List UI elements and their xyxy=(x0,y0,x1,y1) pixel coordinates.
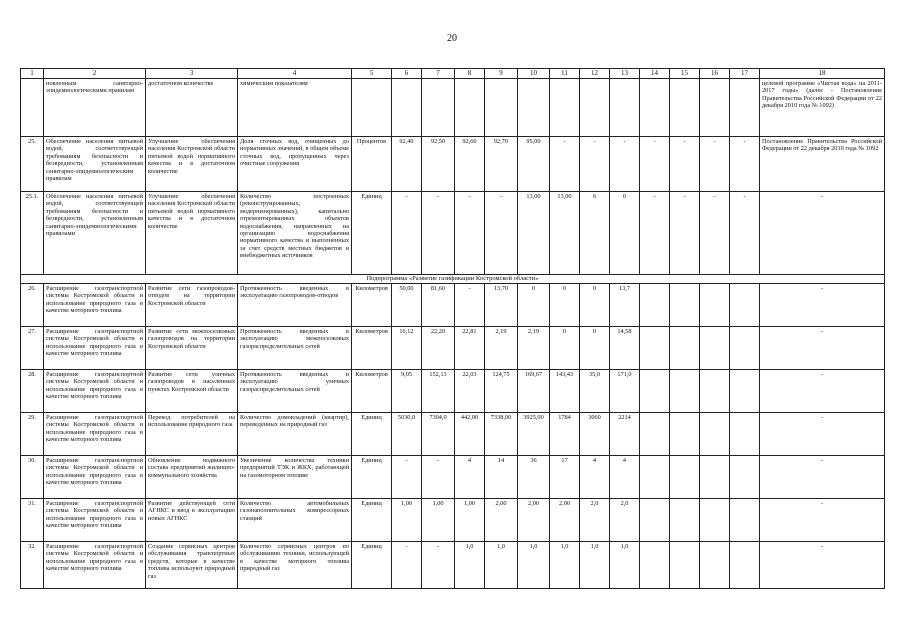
column-number-header: 17 xyxy=(730,69,760,79)
table-cell xyxy=(640,456,670,499)
table-cell: 169,67 xyxy=(518,370,550,413)
table-cell: 26. xyxy=(21,284,44,327)
table-cell: - xyxy=(392,542,422,589)
table-cell: 1,00 xyxy=(422,499,455,542)
column-number-header: 3 xyxy=(146,69,238,79)
table-row xyxy=(21,456,885,499)
table-cell xyxy=(640,542,670,589)
table-row xyxy=(21,499,885,542)
table-cell xyxy=(485,79,518,137)
table-row xyxy=(21,542,885,589)
table-cell: - xyxy=(455,284,485,327)
column-number-header: 7 xyxy=(422,69,455,79)
column-number-header: 5 xyxy=(352,69,392,79)
table-cell: Количество домовладений (квартир), переведенных на природный газ xyxy=(238,413,352,456)
table-cell: 5030,0 xyxy=(392,413,422,456)
table-cell: - xyxy=(760,542,885,589)
column-number-header: 9 xyxy=(485,69,518,79)
table-cell xyxy=(700,79,730,137)
column-number-header: 18 xyxy=(760,69,885,79)
table-cell: 81,60 xyxy=(422,284,455,327)
table-cell: 32. xyxy=(21,542,44,589)
table-cell: 22,81 xyxy=(455,327,485,370)
table-cell: - xyxy=(760,413,885,456)
column-number-header: 14 xyxy=(640,69,670,79)
table-cell: 0 xyxy=(610,192,640,275)
table-cell xyxy=(730,370,760,413)
table-cell xyxy=(550,79,580,137)
table-cell: 30. xyxy=(21,456,44,499)
header-row xyxy=(21,69,885,79)
column-number-header: 8 xyxy=(455,69,485,79)
table-cell: - xyxy=(760,456,885,499)
table-cell: Единиц xyxy=(352,413,392,456)
table-cell: Расширение газотранспортной системы Костромской области и использование природного газа в качестве моторного топлива xyxy=(44,542,146,589)
column-number-header: 12 xyxy=(580,69,610,79)
table-cell: - xyxy=(455,192,485,275)
table-cell: 13,00 xyxy=(518,192,550,275)
table-cell: Создание сервисных центров обслуживания транспортных средств, которые в качестве топлива используют природный газ xyxy=(146,542,238,589)
table-cell: 14 xyxy=(485,456,518,499)
table-cell: 1,0 xyxy=(580,542,610,589)
table-cell xyxy=(730,413,760,456)
table-cell: 1,00 xyxy=(392,499,422,542)
table-cell: 36 xyxy=(518,456,550,499)
table-cell: новленным санитарно-эпидемиологическими правилам xyxy=(44,79,146,137)
table-cell: Увеличение количества техники предприятий ТЭК и ЖКХ, работающей на газомоторном топливе xyxy=(238,456,352,499)
table-cell: Расширение газотранспортной системы Костромской области и использование природного газа в качестве моторного топлива xyxy=(44,370,146,413)
table-cell xyxy=(422,79,455,137)
table-cell: Расширение газотранспортной системы Костромской области и использование природного газа в качестве моторного топлива xyxy=(44,413,146,456)
table-cell: - xyxy=(392,192,422,275)
table-cell: 1,00 xyxy=(455,499,485,542)
table-row xyxy=(21,327,885,370)
table-cell: - xyxy=(760,284,885,327)
table-cell: Единиц xyxy=(352,499,392,542)
table-cell: 3060 xyxy=(580,413,610,456)
table-cell: 22,20 xyxy=(422,327,455,370)
column-number-header: 2 xyxy=(44,69,146,79)
table-cell: 1,0 xyxy=(455,542,485,589)
table-cell: Протяженность введенных в эксплуатацию уличных газораспределительных сетей xyxy=(238,370,352,413)
table-cell: 13,70 xyxy=(485,284,518,327)
table-cell xyxy=(730,327,760,370)
table-cell: Улучшение обеспечения населения Костромской области питьевой водой нормативного качества и в достаточном количестве xyxy=(146,137,238,192)
table-cell: - xyxy=(640,137,670,192)
table-cell: 4 xyxy=(610,456,640,499)
table-cell: 442,00 xyxy=(455,413,485,456)
table-cell: 92,50 xyxy=(422,137,455,192)
table-cell: - xyxy=(760,370,885,413)
table-cell: 3925,00 xyxy=(518,413,550,456)
table-cell: 2,00 xyxy=(485,499,518,542)
table-cell: - xyxy=(610,137,640,192)
table-cell xyxy=(640,284,670,327)
table-cell: - xyxy=(760,192,885,275)
table-cell xyxy=(640,327,670,370)
table-cell: 1784 xyxy=(550,413,580,456)
table-cell: Единиц xyxy=(352,192,392,275)
table-cell: - xyxy=(550,137,580,192)
table-cell: Расширение газотранспортной системы Костромской области и использование природного газа в качестве моторного топлива xyxy=(44,284,146,327)
table-cell xyxy=(700,499,730,542)
table-cell: Развитие сети уличных газопроводов в населенных пунктах Костромской области xyxy=(146,370,238,413)
table-cell: Протяженность введенных в эксплуатацию газопроводов-отводов xyxy=(238,284,352,327)
table-cell: 13,7 xyxy=(610,284,640,327)
column-number-header: 6 xyxy=(392,69,422,79)
table-row xyxy=(21,284,885,327)
table-cell: Развитие сети газопроводов-отводов на территории Костромской области xyxy=(146,284,238,327)
table-cell: - xyxy=(730,192,760,275)
table-cell: 124,75 xyxy=(485,370,518,413)
table-cell: 25. xyxy=(21,137,44,192)
table-cell: Протяженность введенных в эксплуатацию межпоселковых газораспределительных сетей xyxy=(238,327,352,370)
table-cell xyxy=(670,284,700,327)
table-row xyxy=(21,79,885,137)
table-cell: Процентов xyxy=(352,137,392,192)
column-number-header: 11 xyxy=(550,69,580,79)
table-cell: 92,70 xyxy=(485,137,518,192)
table-cell: - xyxy=(700,192,730,275)
table-cell xyxy=(730,456,760,499)
table-cell xyxy=(580,79,610,137)
table-cell: Обеспечение населения питьевой водой, соответствующей требованиям безопасности и безвредности, установленным санитарно-эпидемиологическим правилам xyxy=(44,137,146,192)
table-cell xyxy=(670,370,700,413)
table-cell: достаточном количестве xyxy=(146,79,238,137)
table-cell xyxy=(640,370,670,413)
table-cell xyxy=(610,79,640,137)
table-cell: 28. xyxy=(21,370,44,413)
table-cell xyxy=(670,499,700,542)
table-cell: - xyxy=(670,137,700,192)
table-cell: Количество автомобильных газонаполнительных компрессорных станций xyxy=(238,499,352,542)
table-cell xyxy=(670,542,700,589)
table-cell: 2,19 xyxy=(518,327,550,370)
table-cell: 2,19 xyxy=(485,327,518,370)
table-cell: Километров xyxy=(352,327,392,370)
table-cell: 22,03 xyxy=(455,370,485,413)
table-cell: 2214 xyxy=(610,413,640,456)
page-number: 20 xyxy=(447,33,457,44)
table-cell xyxy=(352,79,392,137)
table-cell: 4 xyxy=(580,456,610,499)
table-cell: 6 xyxy=(580,192,610,275)
table-cell: - xyxy=(422,456,455,499)
table-cell xyxy=(640,79,670,137)
table-cell: 95,00 xyxy=(518,137,550,192)
table-cell: 0 xyxy=(550,284,580,327)
table-cell xyxy=(730,79,760,137)
table-cell: 2,00 xyxy=(518,499,550,542)
table-cell: - xyxy=(580,137,610,192)
table-cell: 50,00 xyxy=(392,284,422,327)
table-row xyxy=(21,192,885,275)
table-cell: Доля сточных вод, очищенных до нормативных значений, в общем объеме сточных вод, пропущенных через очистные сооружения xyxy=(238,137,352,192)
table-cell: химическим показателям xyxy=(238,79,352,137)
column-number-header: 4 xyxy=(238,69,352,79)
table-cell xyxy=(730,284,760,327)
subprogram-title: Подпрограмма «Развитие газификации Костромской области» xyxy=(21,275,885,284)
table-cell: - xyxy=(760,327,885,370)
table-cell: 29. xyxy=(21,413,44,456)
table-cell: 31. xyxy=(21,499,44,542)
table-cell: Расширение газотранспортной системы Костромской области и использование природного газа в качестве моторного топлива xyxy=(44,327,146,370)
table-cell: 0 xyxy=(580,284,610,327)
table-cell: 1,0 xyxy=(518,542,550,589)
subprogram-header-row xyxy=(21,275,885,284)
table-cell: 16,12 xyxy=(392,327,422,370)
table-cell: Километров xyxy=(352,284,392,327)
table-cell xyxy=(518,79,550,137)
table-cell: 25.1. xyxy=(21,192,44,275)
table-cell: Количество сервисных центров по обслуживанию техники, использующей в качестве моторного топлива природный газ xyxy=(238,542,352,589)
column-number-header: 10 xyxy=(518,69,550,79)
table-cell xyxy=(700,284,730,327)
column-number-header: 16 xyxy=(700,69,730,79)
table-cell xyxy=(670,456,700,499)
table-cell: Количество построенных (реконструированных, модернизированных), капитально отремонтированных объектов водоснабжения, направленных на организацию водоснабжения нормативного качества и выполненных за счет средств местных бюджетов и внебюджетных источников xyxy=(238,192,352,275)
table-cell: 9,05 xyxy=(392,370,422,413)
table-cell: Развитие сети межпоселковых газопроводов на территории Костромской области xyxy=(146,327,238,370)
table-cell: 2,0 xyxy=(580,499,610,542)
table-cell: 7304,0 xyxy=(422,413,455,456)
table-cell: 143,43 xyxy=(550,370,580,413)
table-cell: 35,0 xyxy=(580,370,610,413)
table-cell: Расширение газотранспортной системы Костромской области и использование природного газа в качестве моторного топлива xyxy=(44,456,146,499)
table-cell: 0 xyxy=(550,327,580,370)
table-cell: Километров xyxy=(352,370,392,413)
table-row xyxy=(21,137,885,192)
table-cell: - xyxy=(422,192,455,275)
table-cell: - xyxy=(640,192,670,275)
table-cell: 1,0 xyxy=(550,542,580,589)
table-cell xyxy=(455,79,485,137)
table-cell: 17 xyxy=(550,456,580,499)
column-number-header: 13 xyxy=(610,69,640,79)
table-cell: Единиц xyxy=(352,456,392,499)
table-cell: 0 xyxy=(518,284,550,327)
table-cell: Развитие действующей сети АГНКС и ввод в эксплуатацию новых АГНКС xyxy=(146,499,238,542)
table-cell xyxy=(392,79,422,137)
table-cell: 92,40 xyxy=(392,137,422,192)
table-cell xyxy=(700,413,730,456)
table-cell: 2,00 xyxy=(550,499,580,542)
table-cell: целевой программе «Чистая вода» на 2011-2017 годы» (далее - Постановление Правительства Российской Федерации от 22 декабря 2010 года № 1092) xyxy=(760,79,885,137)
indicators-table xyxy=(20,68,885,589)
table-cell: - xyxy=(730,137,760,192)
table-cell: Обновление подвижного состава предприятий жилищно-коммунального хозяйства xyxy=(146,456,238,499)
table-cell: 27. xyxy=(21,327,44,370)
table-cell xyxy=(640,413,670,456)
table-cell xyxy=(640,499,670,542)
table-row xyxy=(21,413,885,456)
table-cell xyxy=(700,327,730,370)
table-cell: 152,13 xyxy=(422,370,455,413)
column-number-header: 15 xyxy=(670,69,700,79)
table-cell xyxy=(670,327,700,370)
table-cell xyxy=(670,413,700,456)
table-cell: 171,0 xyxy=(610,370,640,413)
table-cell xyxy=(730,499,760,542)
table-cell: - xyxy=(670,192,700,275)
table-cell: - xyxy=(392,456,422,499)
table-cell: - xyxy=(700,137,730,192)
table-cell xyxy=(700,370,730,413)
table-cell xyxy=(670,79,700,137)
table-cell: Единиц xyxy=(352,542,392,589)
table-cell: 14,58 xyxy=(610,327,640,370)
table-cell: Расширение газотранспортной системы Костромской области и использование природного газа в качестве моторного топлива xyxy=(44,499,146,542)
table-cell xyxy=(730,542,760,589)
table-cell: 7338,00 xyxy=(485,413,518,456)
table-cell: Постановление Правительства Российской Федерации от 22 декабря 2010 года № 1092 xyxy=(760,137,885,192)
table-cell: - xyxy=(485,192,518,275)
table-cell: 2,0 xyxy=(610,499,640,542)
table-cell: - xyxy=(422,542,455,589)
table-cell xyxy=(700,456,730,499)
column-number-header: 1 xyxy=(21,69,44,79)
table-cell: 0 xyxy=(580,327,610,370)
table-cell: 13,00 xyxy=(550,192,580,275)
table-cell: Перевод потребителей на использование природного газа xyxy=(146,413,238,456)
table-row xyxy=(21,370,885,413)
table-cell: 92,60 xyxy=(455,137,485,192)
table-cell: 1,0 xyxy=(610,542,640,589)
table-cell: 1,0 xyxy=(485,542,518,589)
table-cell: - xyxy=(760,499,885,542)
table-cell xyxy=(700,542,730,589)
table-cell: 4 xyxy=(455,456,485,499)
table-cell: Обеспечение населения питьевой водой, соответствующей требованиям безопасности и безвредности, установленным санитарно-эпидемиологическими правилами xyxy=(44,192,146,275)
table-cell: Улучшение обеспечения населения Костромской области питьевой водой нормативного качества и в достаточном количестве xyxy=(146,192,238,275)
table-cell xyxy=(21,79,44,137)
